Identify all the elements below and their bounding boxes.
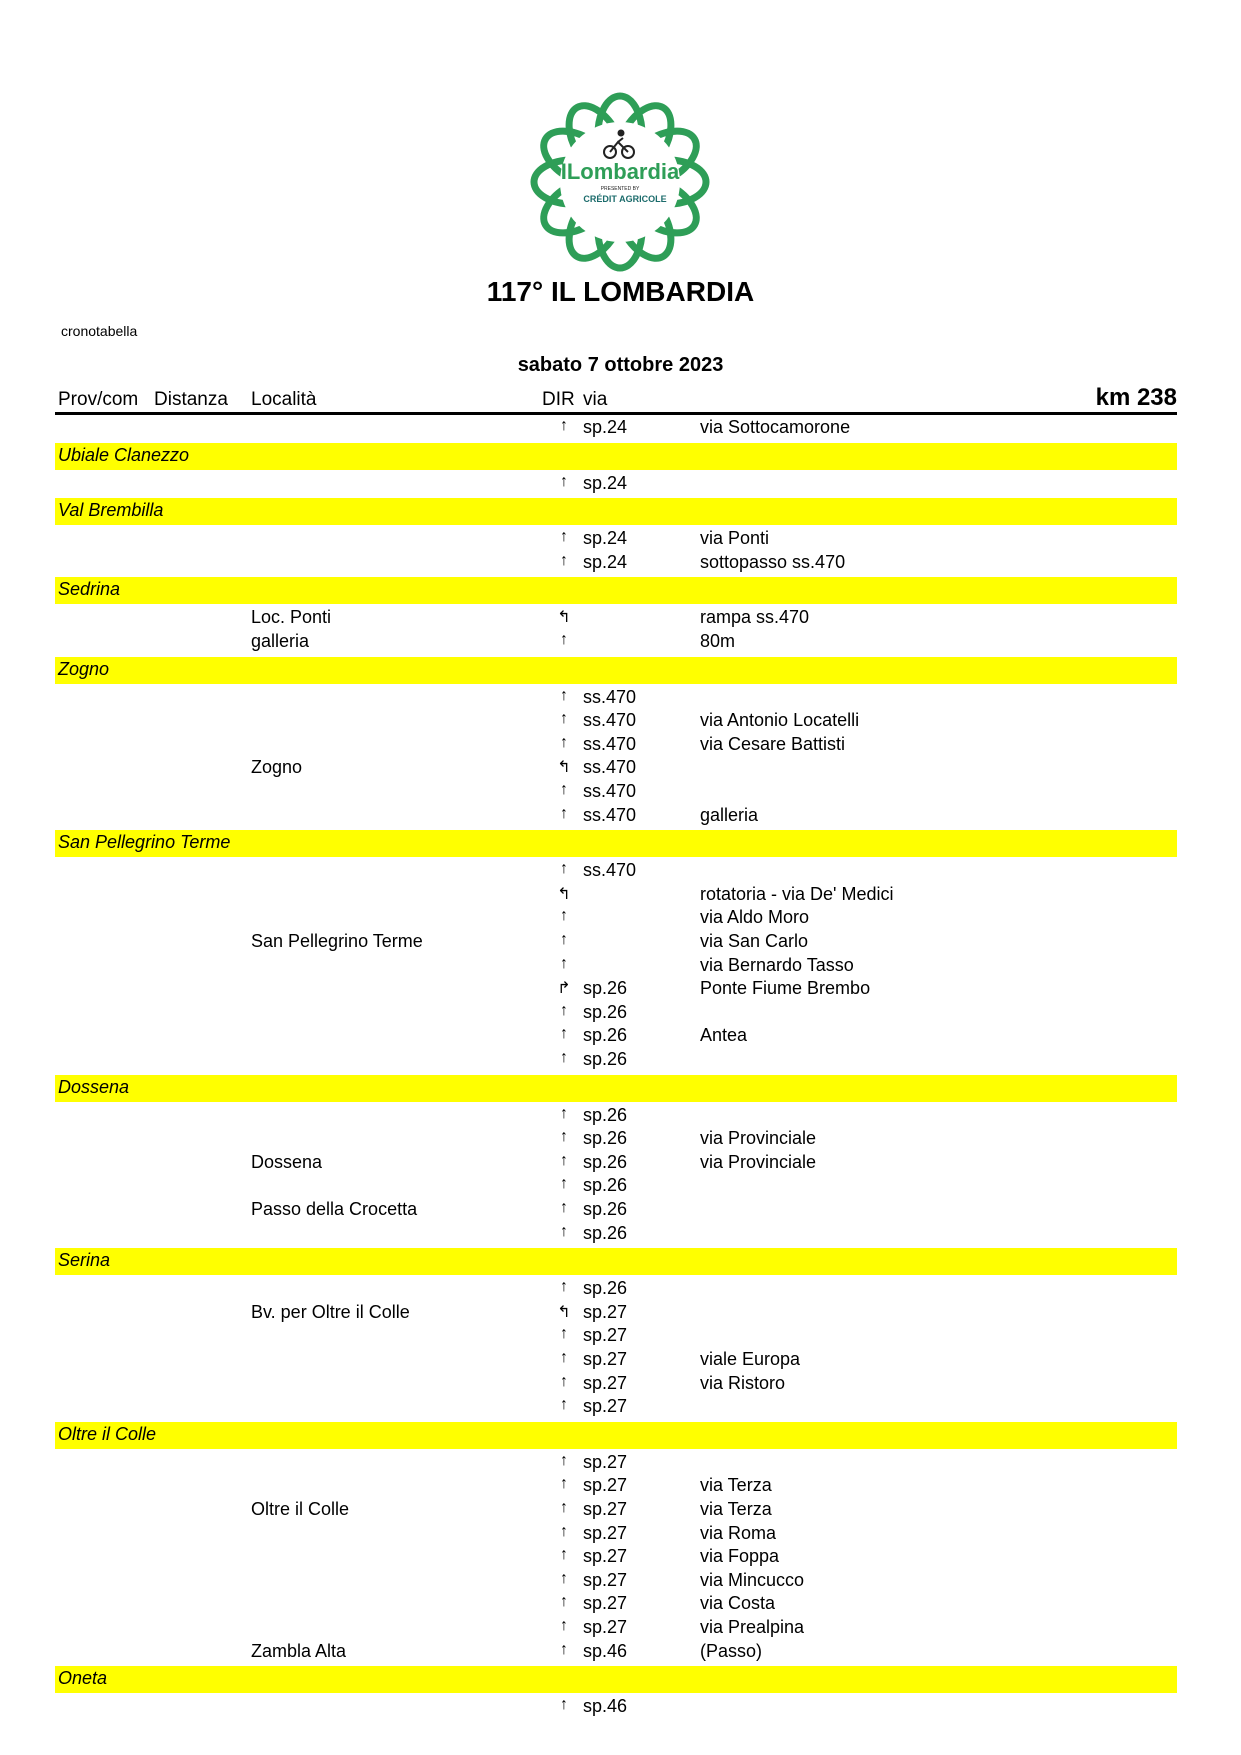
direction-arrow-icon: ↑	[560, 1475, 568, 1493]
direction-arrow-icon: ↑	[560, 1569, 568, 1587]
direction-arrow-icon: ↑	[560, 860, 568, 878]
direction-arrow-icon: ↰	[557, 759, 571, 777]
direction-arrow-icon: ↑	[560, 954, 568, 972]
route-row	[55, 1175, 1177, 1198]
row-road: ss.470	[583, 757, 637, 778]
route-row	[55, 931, 1177, 954]
row-road: sp.26	[583, 1001, 628, 1022]
row-road: sp.46	[583, 1696, 628, 1717]
direction-arrow-icon: ↑	[560, 1001, 568, 1019]
row-road: sp.27	[583, 1325, 628, 1346]
route-row	[55, 734, 1177, 757]
comune-name: Oltre il Colle	[58, 1423, 157, 1444]
route-row	[55, 1696, 1177, 1719]
comune-band	[55, 657, 1177, 684]
direction-arrow-icon: ↱	[557, 980, 571, 998]
direction-arrow-icon: ↑	[560, 1278, 568, 1296]
direction-arrow-icon: ↑	[560, 631, 568, 648]
row-street: via Foppa	[700, 1546, 780, 1567]
route-row	[55, 1278, 1177, 1301]
row-localita: Dossena	[251, 1151, 323, 1172]
row-road: sp.26	[583, 1278, 628, 1299]
row-street: via Aldo Moro	[700, 907, 810, 928]
direction-arrow-icon: ↑	[560, 1199, 568, 1216]
route-row	[55, 1617, 1177, 1640]
row-street: viale Europa	[700, 1349, 801, 1369]
row-localita: Oltre il Colle	[251, 1499, 350, 1519]
row-localita: Zambla Alta	[251, 1640, 347, 1661]
direction-arrow-icon: ↑	[560, 1499, 568, 1516]
row-road: sp.24	[583, 551, 628, 572]
route-row	[55, 805, 1177, 828]
row-street: 80m	[700, 631, 736, 651]
route-row	[55, 1025, 1177, 1048]
route-row	[55, 1593, 1177, 1616]
direction-arrow-icon: ↑	[560, 1593, 568, 1611]
route-row	[55, 1325, 1177, 1348]
row-localita: Passo della Crocetta	[251, 1199, 418, 1219]
row-street: Antea	[700, 1025, 748, 1046]
comune-name: Ubiale Clanezzo	[58, 444, 190, 465]
row-street: via Antonio Locatelli	[700, 710, 860, 731]
row-road: sp.26	[583, 1199, 628, 1219]
row-road: sp.27	[583, 1499, 628, 1519]
route-row	[55, 907, 1177, 930]
col-header-distanza: Distanza	[154, 389, 228, 410]
route-table	[55, 0, 1177, 1755]
row-street: sottopasso ss.470	[700, 551, 846, 572]
direction-arrow-icon: ↰	[557, 1303, 571, 1321]
row-road: sp.27	[583, 1396, 628, 1417]
row-street: Ponte Fiume Brembo	[700, 978, 871, 999]
direction-arrow-icon: ↑	[560, 1372, 568, 1390]
row-road: sp.26	[583, 1222, 628, 1243]
row-street: via Cesare Battisti	[700, 733, 846, 754]
comune-name: Serina	[58, 1250, 111, 1271]
comune-band	[55, 577, 1177, 604]
route-row	[55, 1373, 1177, 1396]
row-street: rampa ss.470	[700, 607, 810, 628]
comune-band	[55, 443, 1177, 470]
route-row	[55, 473, 1177, 496]
direction-arrow-icon: ↑	[560, 1325, 568, 1343]
row-road: sp.27	[583, 1451, 628, 1472]
logo-sponsor: CRÉDIT AGRICOLE	[583, 194, 667, 204]
row-road: sp.26	[583, 1049, 628, 1069]
route-row	[55, 528, 1177, 551]
comune-band	[55, 830, 1177, 857]
route-row	[55, 1499, 1177, 1522]
direction-arrow-icon: ↑	[560, 804, 568, 822]
direction-arrow-icon: ↰	[557, 609, 571, 627]
row-localita: Bv. per Oltre il Colle	[251, 1301, 410, 1322]
comune-band	[55, 1422, 1177, 1449]
row-localita: Loc. Ponti	[251, 607, 332, 628]
direction-arrow-icon: ↑	[560, 1128, 568, 1146]
row-street: rotatoria - via De' Medici	[700, 883, 894, 904]
logo-presented-by: PRESENTED BY	[600, 186, 640, 192]
row-road: sp.27	[583, 1522, 628, 1543]
row-street: via Roma	[700, 1522, 777, 1543]
row-road: ss.470	[583, 804, 637, 825]
row-road: sp.27	[583, 1593, 628, 1614]
col-header-via: via	[583, 389, 608, 410]
direction-arrow-icon: ↑	[560, 472, 568, 490]
row-street: via San Carlo	[700, 931, 809, 951]
col-header-localita: Località	[251, 389, 317, 410]
row-road: sp.27	[583, 1569, 628, 1590]
comune-band	[55, 1248, 1177, 1275]
row-road: ss.470	[583, 686, 637, 707]
direction-arrow-icon: ↑	[560, 1175, 568, 1193]
row-street: via Provinciale	[700, 1151, 817, 1172]
comune-name: Sedrina	[58, 579, 121, 600]
comune-name: Dossena	[58, 1076, 130, 1097]
route-row	[55, 1105, 1177, 1128]
direction-arrow-icon: ↑	[560, 1349, 568, 1366]
row-street: galleria	[700, 804, 759, 825]
comune-band	[55, 1075, 1177, 1102]
direction-arrow-icon: ↑	[560, 1640, 568, 1658]
route-row	[55, 1002, 1177, 1025]
direction-arrow-icon: ↑	[560, 1522, 568, 1540]
row-road: sp.27	[583, 1617, 628, 1637]
route-row	[55, 1049, 1177, 1072]
row-localita: galleria	[251, 631, 310, 651]
col-header-dir: DIR	[542, 389, 575, 410]
direction-arrow-icon: ↑	[560, 686, 568, 704]
row-street: via Mincucco	[700, 1569, 805, 1590]
comune-band	[55, 1666, 1177, 1693]
route-row	[55, 687, 1177, 710]
route-row	[55, 781, 1177, 804]
route-row	[55, 631, 1177, 654]
row-street: (Passo)	[700, 1640, 763, 1661]
route-row	[55, 1570, 1177, 1593]
route-row	[55, 1349, 1177, 1372]
route-row	[55, 607, 1177, 630]
direction-arrow-icon: ↑	[560, 1396, 568, 1414]
row-road: ss.470	[583, 733, 637, 754]
route-row	[55, 955, 1177, 978]
row-road: sp.24	[583, 417, 628, 437]
row-road: sp.27	[583, 1301, 628, 1322]
row-street: via Terza	[700, 1475, 772, 1496]
direction-arrow-icon: ↑	[560, 1151, 568, 1169]
row-street: via Ponti	[700, 528, 770, 549]
row-street: via Sottocamorone	[700, 417, 851, 437]
route-row	[55, 860, 1177, 883]
row-road: sp.27	[583, 1372, 628, 1393]
direction-arrow-icon: ↑	[560, 733, 568, 751]
route-row	[55, 1523, 1177, 1546]
row-road: sp.26	[583, 1151, 628, 1172]
row-road: sp.26	[583, 1175, 628, 1196]
route-row	[55, 757, 1177, 780]
direction-arrow-icon: ↑	[560, 1696, 568, 1714]
row-road: sp.24	[583, 472, 628, 493]
direction-arrow-icon: ↑	[560, 710, 568, 728]
row-street: via Ristoro	[700, 1372, 786, 1393]
total-distance: km 238	[1095, 384, 1177, 411]
row-street: via Bernardo Tasso	[700, 954, 854, 975]
row-road: sp.26	[583, 1104, 628, 1125]
direction-arrow-icon: ↑	[560, 551, 568, 569]
direction-arrow-icon: ↑	[560, 1546, 568, 1564]
route-row	[55, 1302, 1177, 1325]
route-row	[55, 1452, 1177, 1475]
direction-arrow-icon: ↑	[560, 1049, 568, 1066]
direction-arrow-icon: ↑	[560, 1222, 568, 1240]
route-row	[55, 1396, 1177, 1419]
row-street: via Terza	[700, 1499, 772, 1519]
direction-arrow-icon: ↑	[560, 931, 568, 948]
route-row	[55, 1152, 1177, 1175]
route-row	[55, 1546, 1177, 1569]
direction-arrow-icon: ↑	[560, 1025, 568, 1043]
direction-arrow-icon: ↑	[560, 1451, 568, 1469]
row-street: via Prealpina	[700, 1617, 805, 1637]
direction-arrow-icon: ↰	[557, 885, 571, 903]
col-header-prov: Prov/com	[58, 389, 139, 410]
comune-band	[55, 498, 1177, 525]
comune-name: Oneta	[58, 1668, 108, 1689]
row-road: sp.26	[583, 1128, 628, 1149]
direction-arrow-icon: ↑	[560, 781, 568, 798]
row-road: ss.470	[583, 781, 637, 801]
row-road: sp.27	[583, 1546, 628, 1567]
direction-arrow-icon: ↑	[560, 1104, 568, 1122]
direction-arrow-icon: ↑	[560, 417, 568, 434]
comune-name: San Pellegrino Terme	[58, 832, 231, 853]
comune-name: Val Brembilla	[58, 500, 164, 521]
route-row	[55, 1475, 1177, 1498]
race-date: sabato 7 ottobre 2023	[517, 354, 724, 376]
route-row	[55, 884, 1177, 907]
row-street: via Costa	[700, 1593, 776, 1614]
direction-arrow-icon: ↑	[560, 907, 568, 925]
row-localita: San Pellegrino Terme	[251, 931, 423, 951]
row-road: sp.46	[583, 1640, 628, 1661]
row-road: sp.26	[583, 978, 628, 999]
route-row	[55, 978, 1177, 1001]
row-street: via Provinciale	[700, 1128, 817, 1149]
row-road: ss.470	[583, 710, 637, 731]
document-label: cronotabella	[61, 323, 138, 339]
route-row	[55, 417, 1177, 440]
route-row	[55, 710, 1177, 733]
race-title: 117° IL LOMBARDIA	[486, 276, 755, 307]
route-row	[55, 1223, 1177, 1246]
row-road: ss.470	[583, 860, 637, 881]
direction-arrow-icon: ↑	[560, 1617, 568, 1634]
comune-name: Zogno	[58, 658, 110, 679]
row-road: sp.24	[583, 528, 628, 549]
row-road: sp.26	[583, 1025, 628, 1046]
route-row	[55, 1128, 1177, 1151]
row-road: sp.27	[583, 1349, 628, 1369]
direction-arrow-icon: ↑	[560, 528, 568, 546]
route-row	[55, 1199, 1177, 1222]
logo-text: ILombardia	[560, 159, 680, 184]
route-row	[55, 552, 1177, 575]
route-row	[55, 1641, 1177, 1664]
row-localita: Zogno	[251, 757, 303, 778]
row-road: sp.27	[583, 1475, 628, 1496]
